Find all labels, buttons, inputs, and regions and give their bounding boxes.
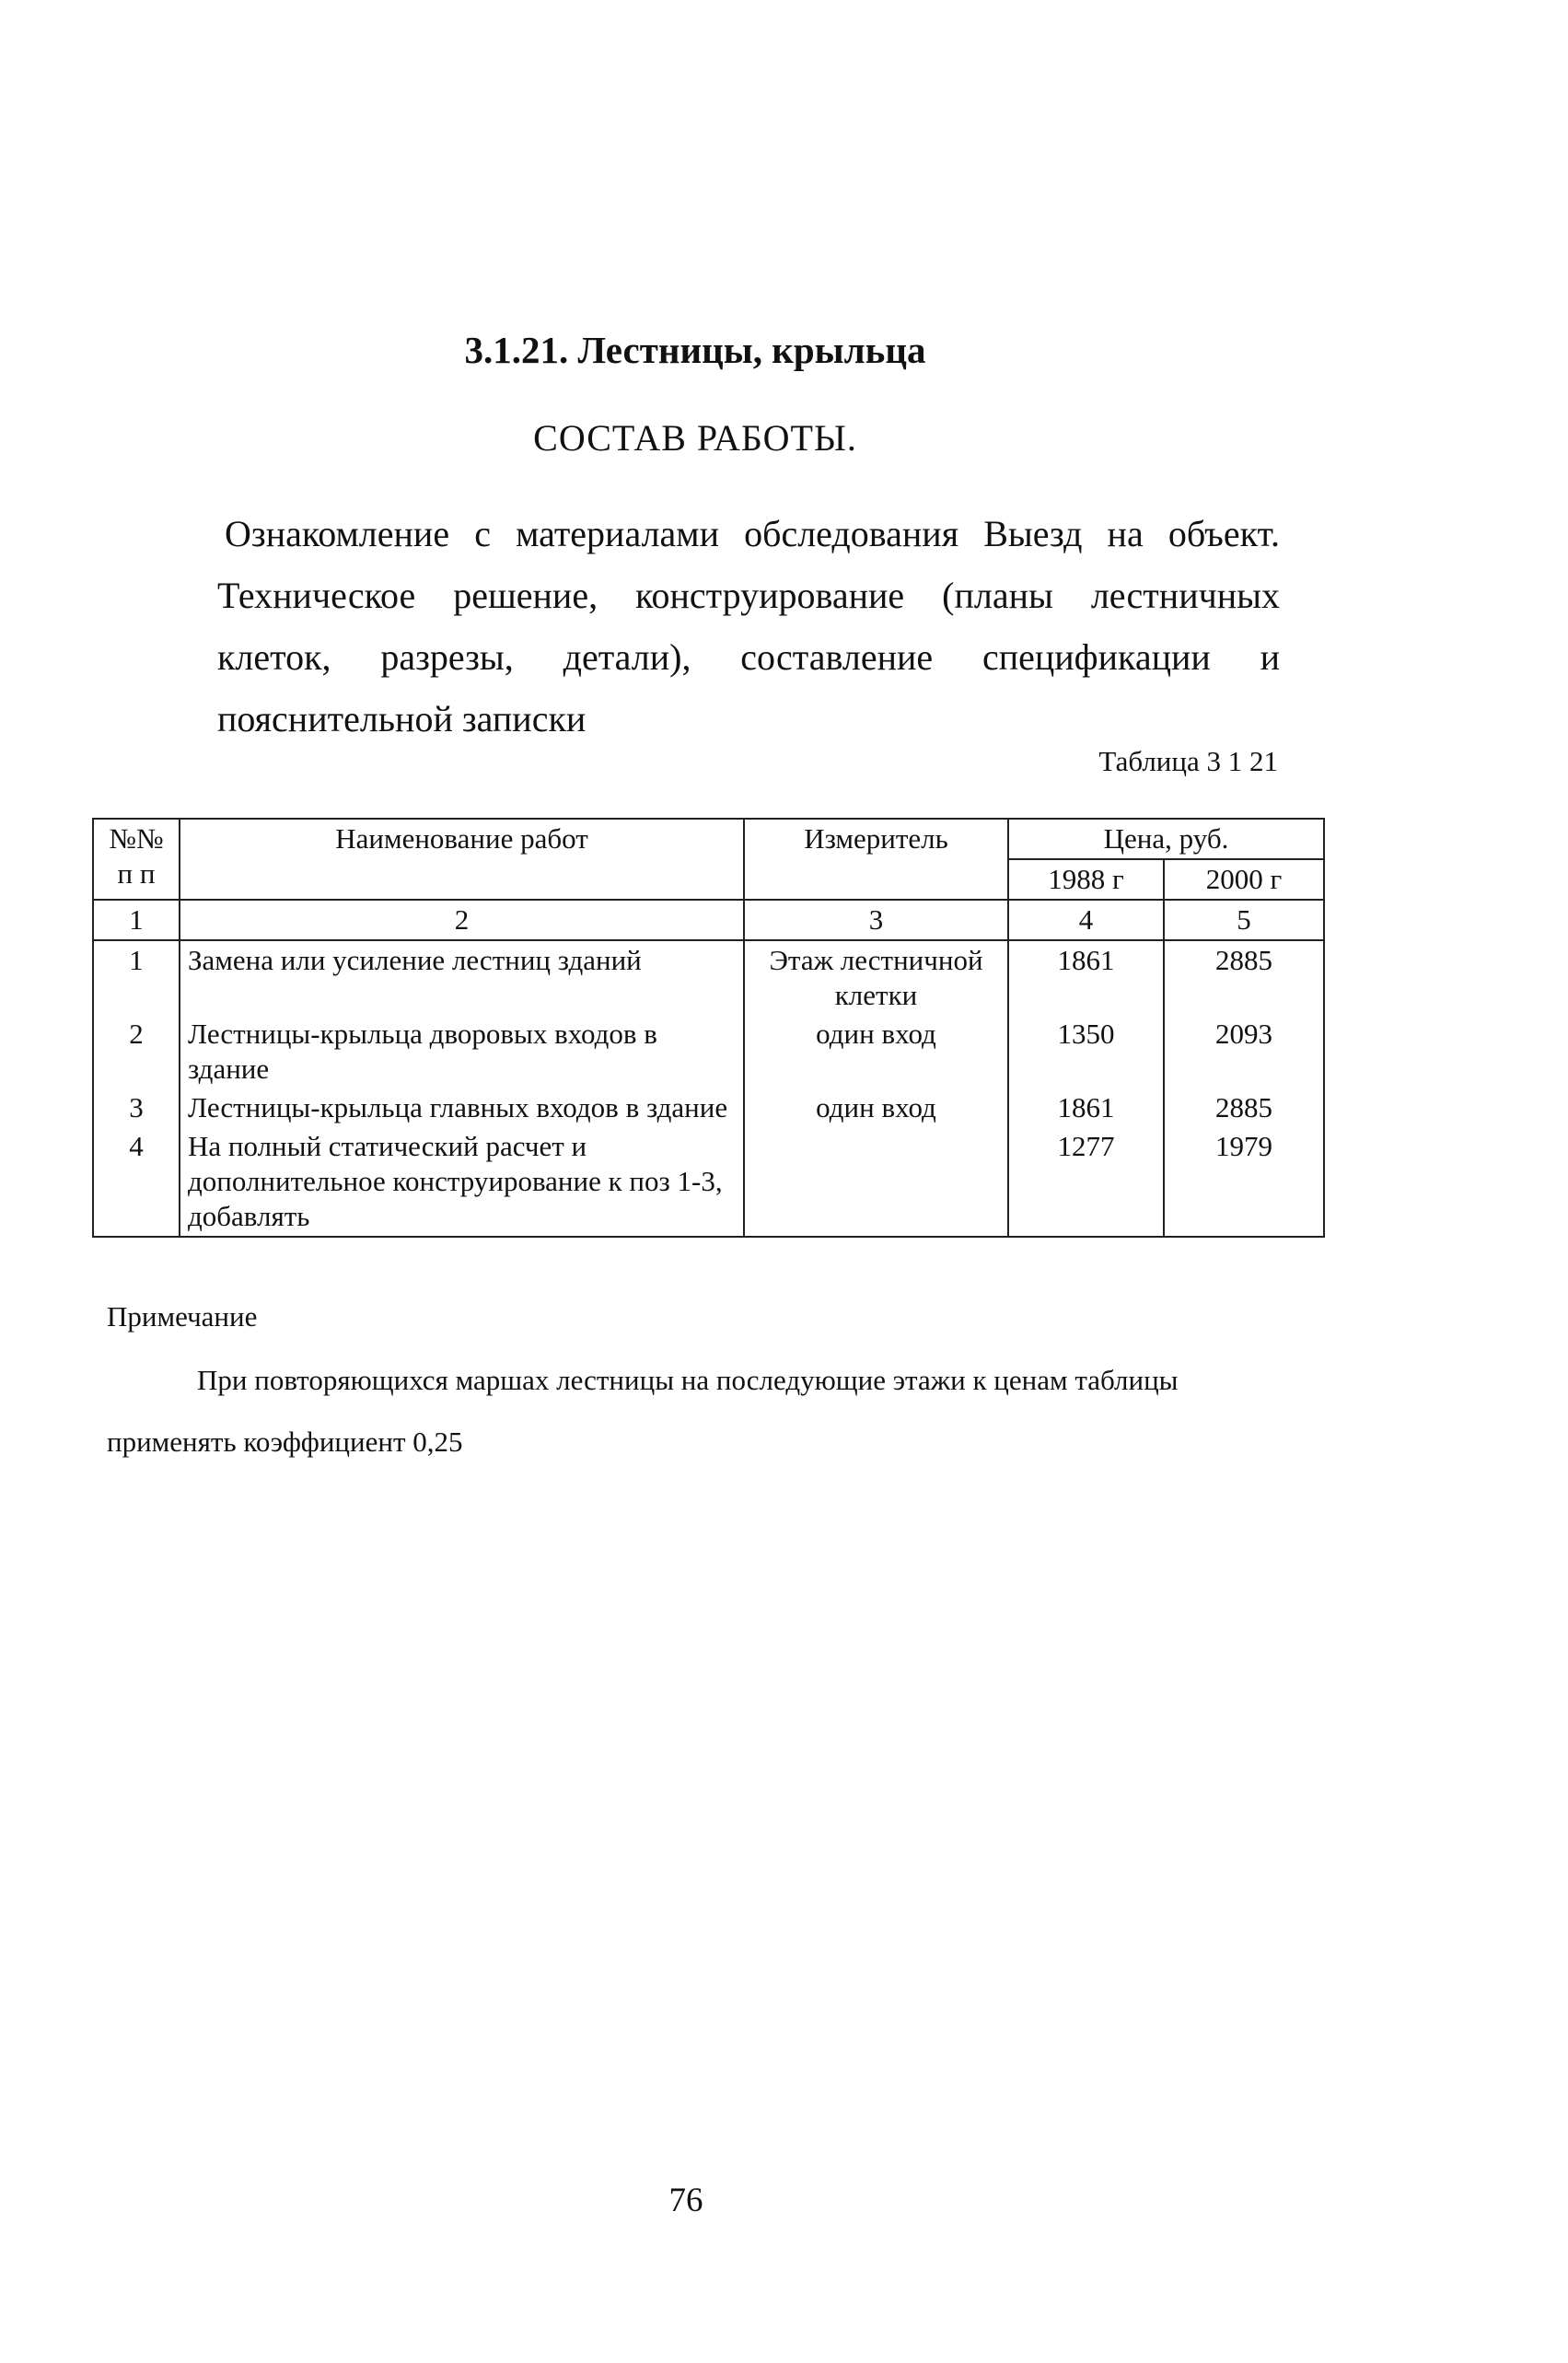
column-number: 1 [93, 900, 180, 940]
header-num: №№ п п [93, 819, 180, 900]
column-number: 5 [1164, 900, 1324, 940]
measure-unit [744, 1127, 1008, 1237]
price-1988: 1861 [1008, 940, 1164, 1015]
intro-paragraph: Ознакомление с материалами обследования Выезд на объект. Техническое решение, конструирование (планы лестничных клеток, разрезы, детали), составление спецификации и пояснительной записки [217, 513, 1280, 739]
price-2000: 2885 [1164, 1088, 1324, 1127]
header-price: Цена, руб. [1008, 819, 1324, 859]
header-year-2000: 2000 г [1164, 859, 1324, 900]
table-row [93, 1127, 1324, 1237]
price-1988: 1861 [1008, 1088, 1164, 1127]
row-number: 1 [93, 940, 180, 1015]
header-year-1988: 1988 г [1008, 859, 1164, 900]
note-text: При повторяющихся маршах лестницы на последующие этажи к ценам таблицы применять коэффициент 0,25 [107, 1364, 1179, 1458]
column-number: 3 [744, 900, 1008, 940]
row-number: 2 [93, 1015, 180, 1088]
note-title: Примечание [107, 1300, 258, 1333]
page-number: 76 [668, 2182, 703, 2219]
row-number: 4 [93, 1127, 180, 1237]
price-2000: 1979 [1164, 1127, 1324, 1237]
row-number: 3 [93, 1088, 180, 1127]
table-caption: Таблица 3 1 21 [1098, 745, 1278, 777]
work-name: Лестницы-крыльца дворовых входов в здание [180, 1015, 744, 1088]
measure-unit: один вход [744, 1015, 1008, 1088]
price-2000: 2093 [1164, 1015, 1324, 1088]
column-number: 2 [180, 900, 744, 940]
work-name: Замена или усиление лестниц зданий [180, 940, 744, 1015]
section-title: 3.1.21. Лестницы, крыльца [464, 329, 926, 371]
price-2000: 2885 [1164, 940, 1324, 1015]
table-row [93, 1088, 1324, 1127]
measure-unit: Этаж лестничной клетки [744, 940, 1008, 1015]
price-1988: 1277 [1008, 1127, 1164, 1237]
header-name: Наименование работ [180, 819, 744, 900]
work-name: Лестницы-крыльца главных входов в здание [180, 1088, 744, 1127]
table-row [93, 1015, 1324, 1088]
section-subtitle: СОСТАВ РАБОТЫ. [533, 417, 857, 459]
table-row [93, 940, 1324, 1015]
price-table [92, 818, 1325, 1238]
header-unit: Измеритель [744, 819, 1008, 900]
column-number: 4 [1008, 900, 1164, 940]
price-1988: 1350 [1008, 1015, 1164, 1088]
measure-unit: один вход [744, 1088, 1008, 1127]
work-name: На полный статический расчет и дополнительное конструирование к поз 1-3, добавлять [180, 1127, 744, 1237]
